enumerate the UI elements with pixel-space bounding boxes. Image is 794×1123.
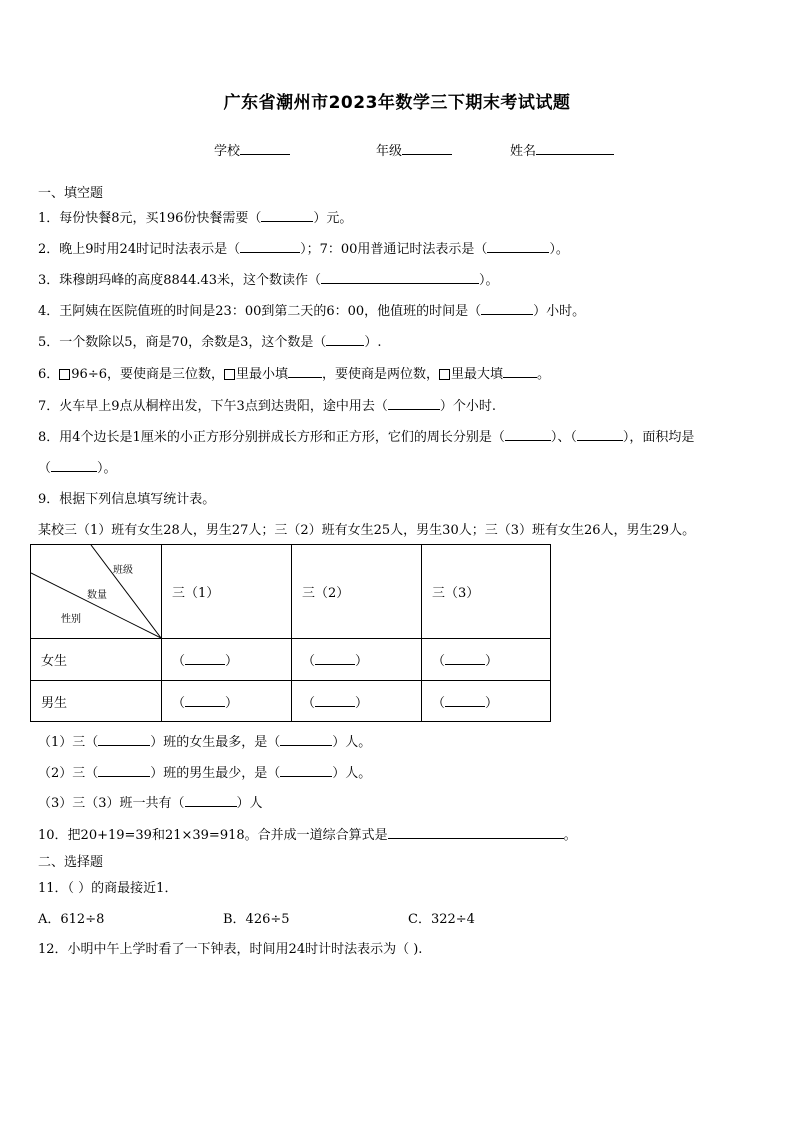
section-choice: 二、选择题 xyxy=(38,855,104,870)
q9-sub2-text-b: ）班的男生最少，是（ xyxy=(150,766,281,781)
q9-sub2-blank-1[interactable] xyxy=(98,764,150,777)
question-5 xyxy=(38,331,382,350)
statistics-table xyxy=(30,544,551,722)
q9-sub1-blank-1[interactable] xyxy=(98,733,150,746)
table-row xyxy=(31,681,551,722)
question-9-prompt: 9．根据下列信息填写统计表。 xyxy=(38,492,216,507)
name-label: 姓名 xyxy=(510,144,537,159)
q9-sub1-text-c: ）人。 xyxy=(332,735,372,750)
q2-blank-2[interactable] xyxy=(487,240,549,253)
header-class-1: 三（1） xyxy=(162,545,292,639)
q6-text-a: 6． xyxy=(38,367,60,382)
header-class-2: 三（2） xyxy=(292,545,422,639)
q7-text-b: ）个小时. xyxy=(439,399,496,414)
question-10 xyxy=(38,824,577,843)
q8-blank-2[interactable] xyxy=(577,428,623,441)
page-title: 广东省潮州市2023年数学三下期末考试试题 xyxy=(223,93,571,113)
table-cell[interactable]: （ ） xyxy=(292,639,422,681)
q9-sub3-blank[interactable] xyxy=(185,794,237,807)
q6-text-b: 96÷6，要使商是三位数， xyxy=(71,367,224,382)
school-field xyxy=(214,140,290,159)
digit-box-icon xyxy=(224,369,235,380)
question-1 xyxy=(38,207,352,226)
q11-option-b[interactable]: B．426÷5 xyxy=(223,912,290,927)
q1-text-b: ）元。 xyxy=(313,211,353,226)
q4-blank[interactable] xyxy=(481,302,533,315)
question-8-continued xyxy=(38,457,117,476)
q6-text-e: 里最大填 xyxy=(451,367,504,382)
q8-text-c: ），面积均是 xyxy=(622,430,695,445)
question-9-info: 某校三（1）班有女生28人，男生27人；三（2）班有女生25人，男生30人；三（3）班有女生26人，男生29人。 xyxy=(38,523,696,538)
school-label: 学校 xyxy=(214,144,241,159)
q5-text-b: ）. xyxy=(364,335,382,350)
row-label-girls: 女生 xyxy=(31,639,162,681)
q10-text-b: 。 xyxy=(563,828,577,843)
table-cell[interactable]: （ ） xyxy=(162,681,292,722)
grade-field xyxy=(376,140,452,159)
q9-sub3-text-b: ）人 xyxy=(236,796,263,811)
q3-text-b: ）。 xyxy=(479,273,499,288)
q9-sub1-text-b: ）班的女生最多，是（ xyxy=(150,735,281,750)
corner-label-count: 数量 xyxy=(87,590,107,601)
grade-label: 年级 xyxy=(376,144,403,159)
q2-text-a: 2．晚上9时用24时记时法表示是（ xyxy=(38,242,241,257)
q9-sub2-text-a: （2）三（ xyxy=(38,766,99,781)
grade-blank[interactable] xyxy=(402,142,452,155)
question-2 xyxy=(38,238,569,257)
q6-blank-2[interactable] xyxy=(503,365,537,378)
q6-text-c: 里最小填 xyxy=(236,367,289,382)
q8-blank-3[interactable] xyxy=(51,459,97,472)
digit-box-icon xyxy=(439,369,450,380)
q4-text-b: ）小时。 xyxy=(533,304,586,319)
q6-text-d: ，要使商是两位数， xyxy=(322,367,440,382)
table-header-row xyxy=(31,545,551,639)
table-row xyxy=(31,639,551,681)
school-blank[interactable] xyxy=(240,142,290,155)
q5-text-a: 5．一个数除以5，商是70，余数是3，这个数是（ xyxy=(38,335,327,350)
name-blank[interactable] xyxy=(536,142,614,155)
q1-blank[interactable] xyxy=(261,209,313,222)
table-cell[interactable]: （ ） xyxy=(422,639,551,681)
q10-blank[interactable] xyxy=(388,826,564,839)
q2-text-c: ）。 xyxy=(549,242,569,257)
question-12-stem: 12．小明中午上学时看了一下钟表，时间用24时计时法表示为（ ). xyxy=(38,942,423,957)
table-cell[interactable]: （ ） xyxy=(292,681,422,722)
question-4 xyxy=(38,300,585,319)
q8-text-a: 8．用4个边长是1厘米的小正方形分别拼成长方形和正方形，它们的周长分别是（ xyxy=(38,430,505,445)
digit-box-icon xyxy=(59,369,70,380)
corner-label-class: 班级 xyxy=(113,565,133,576)
question-9-sub-3 xyxy=(38,792,263,811)
q8-blank-1[interactable] xyxy=(505,428,551,441)
table-cell[interactable]: （ ） xyxy=(422,681,551,722)
q9-sub1-text-a: （1）三（ xyxy=(38,735,99,750)
q8-text-d: （ xyxy=(38,461,52,476)
question-11-stem: 11．（ ）的商最接近1． xyxy=(38,881,178,896)
q9-sub3-text-a: （3）三（3）班一共有（ xyxy=(38,796,185,811)
question-9-sub-2 xyxy=(38,762,371,781)
table-corner-cell xyxy=(31,545,162,639)
q1-text-a: 1．每份快餐8元，买196份快餐需要（ xyxy=(38,211,262,226)
q5-blank[interactable] xyxy=(326,333,364,346)
q11-option-a[interactable]: A．612÷8 xyxy=(38,912,105,927)
q2-text-b: ）；7：00用普通记时法表示是（ xyxy=(300,242,488,257)
header-class-3: 三（3） xyxy=(422,545,551,639)
q9-sub1-blank-2[interactable] xyxy=(280,733,332,746)
q8-text-e: ）。 xyxy=(97,461,117,476)
q6-text-f: 。 xyxy=(537,367,551,382)
section-fill-blank: 一、填空题 xyxy=(38,186,104,201)
name-field xyxy=(510,140,614,159)
q7-blank[interactable] xyxy=(388,397,440,410)
q9-sub2-text-c: ）人。 xyxy=(332,766,372,781)
table-cell[interactable]: （ ） xyxy=(162,639,292,681)
question-6 xyxy=(38,363,550,382)
q8-text-b: ）、（ xyxy=(550,430,577,445)
q7-text-a: 7．火车早上9点从桐梓出发，下午3点到达贵阳，途中用去（ xyxy=(38,399,388,414)
q4-text-a: 4．王阿姨在医院值班的时间是23：00到第二天的6：00，他值班的时间是（ xyxy=(38,304,482,319)
q3-blank[interactable] xyxy=(321,271,479,284)
q11-option-c[interactable]: C．322÷4 xyxy=(408,912,475,927)
row-label-boys: 男生 xyxy=(31,681,162,722)
question-8 xyxy=(38,426,694,445)
q10-text-a: 10．把20+19=39和21×39=918。合并成一道综合算式是 xyxy=(38,828,388,843)
question-3 xyxy=(38,269,499,288)
corner-label-gender: 性别 xyxy=(61,614,81,625)
question-9-sub-1 xyxy=(38,731,371,750)
q9-sub2-blank-2[interactable] xyxy=(280,764,332,777)
q6-blank-1[interactable] xyxy=(288,365,322,378)
q2-blank-1[interactable] xyxy=(240,240,300,253)
question-7 xyxy=(38,395,496,414)
q3-text-a: 3．珠穆朗玛峰的高度8844.43米，这个数读作（ xyxy=(38,273,322,288)
